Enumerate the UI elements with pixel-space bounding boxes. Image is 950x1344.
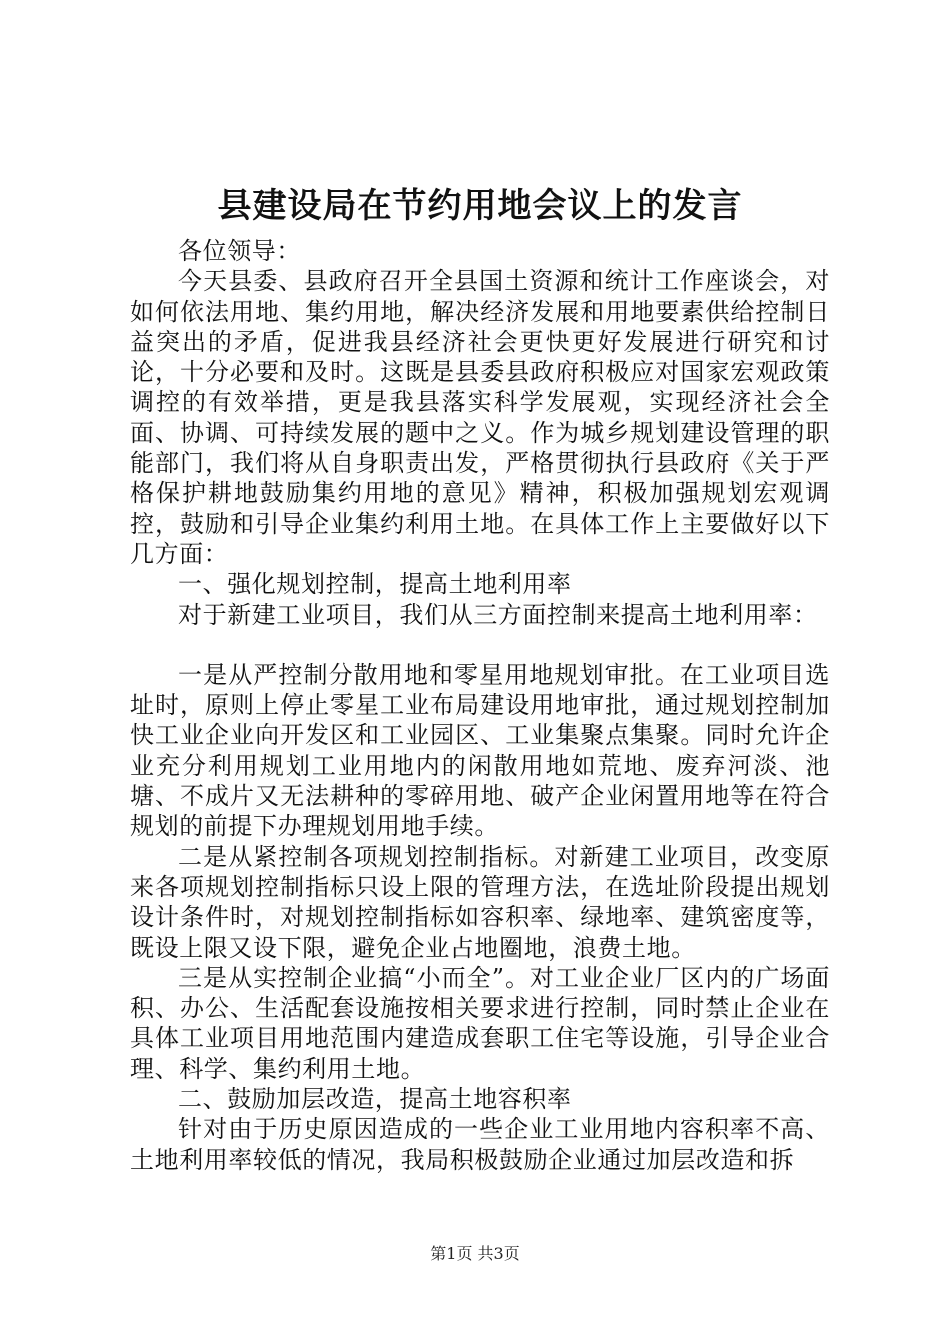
page-footer: 第1页 共3页 bbox=[430, 1244, 520, 1263]
section-heading-1: 一、强化规划控制，提高土地利用率 bbox=[178, 570, 572, 599]
point-three-paragraph: 三是从实控制企业搞“小而全”。对工业企业厂区内的广场面积、办公、生活配套设施按相关要求进行控制，同时禁止企业在具体工业项目用地范围内建造成套职工住宅等设施，引导企业合理、科学、集约利用土地。 bbox=[130, 963, 830, 1083]
point-two-paragraph: 二是从紧控制各项规划控制指标。对新建工业项目，改变原来各项规划控制指标只设上限的管理方法，在选址阶段提出规划设计条件时，对规划控制指标如容积率、绿地率、建筑密度等，既设上限又设下限，避免企业占地圈地，浪费土地。 bbox=[130, 842, 830, 962]
section-2-paragraph: 针对由于历史原因造成的一些企业工业用地内容积率不高、土地利用率较低的情况，我局积极鼓励企业通过加层改造和拆 bbox=[130, 1115, 830, 1174]
document-title: 县建设局在节约用地会议上的发言 bbox=[217, 186, 743, 226]
greeting-line: 各位领导： bbox=[178, 237, 301, 265]
document-page bbox=[130, 182, 830, 1175]
section-1-intro: 对于新建工业项目，我们从三方面控制来提高土地利用率： bbox=[178, 600, 818, 629]
point-one-paragraph: 一是从严控制分散用地和零星用地规划审批。在工业项目选址时，原则上停止零星工业布局建设用地审批，通过规划控制加快工业企业向开发区和工业园区、工业集聚点集聚。同时允许企业充分利用规划工业用地内的闲散用地如荒地、废弃河淡、池塘、不成片又无法耕种的零碎用地、破产企业闲置用地等在符合规划的前提下办理规划用地手续。 bbox=[130, 660, 830, 841]
section-heading-2: 二、鼓励加层改造，提高土地容积率 bbox=[178, 1085, 572, 1114]
intro-paragraph: 今天县委、县政府召开全县国土资源和统计工作座谈会，对如何依法用地、集约用地，解决经济发展和用地要素供给控制日益突出的矛盾，促进我县经济社会更快更好发展进行研究和讨论，十分必要和及时。这既是县委县政府积极应对国家宏观政策调控的有效举措，更是我县落实科学发展观，实现经济社会全面、协调、可持续发展的题中之义。作为城乡规划建设管理的职能部门，我们将从自身职责出发，严格贯彻执行县政府《关于严格保护耕地鼓励集约用地的意见》精神，积极加强规划宏观调控，鼓励和引导企业集约利用土地。在具体工作上主要做好以下几方面： bbox=[130, 267, 830, 568]
